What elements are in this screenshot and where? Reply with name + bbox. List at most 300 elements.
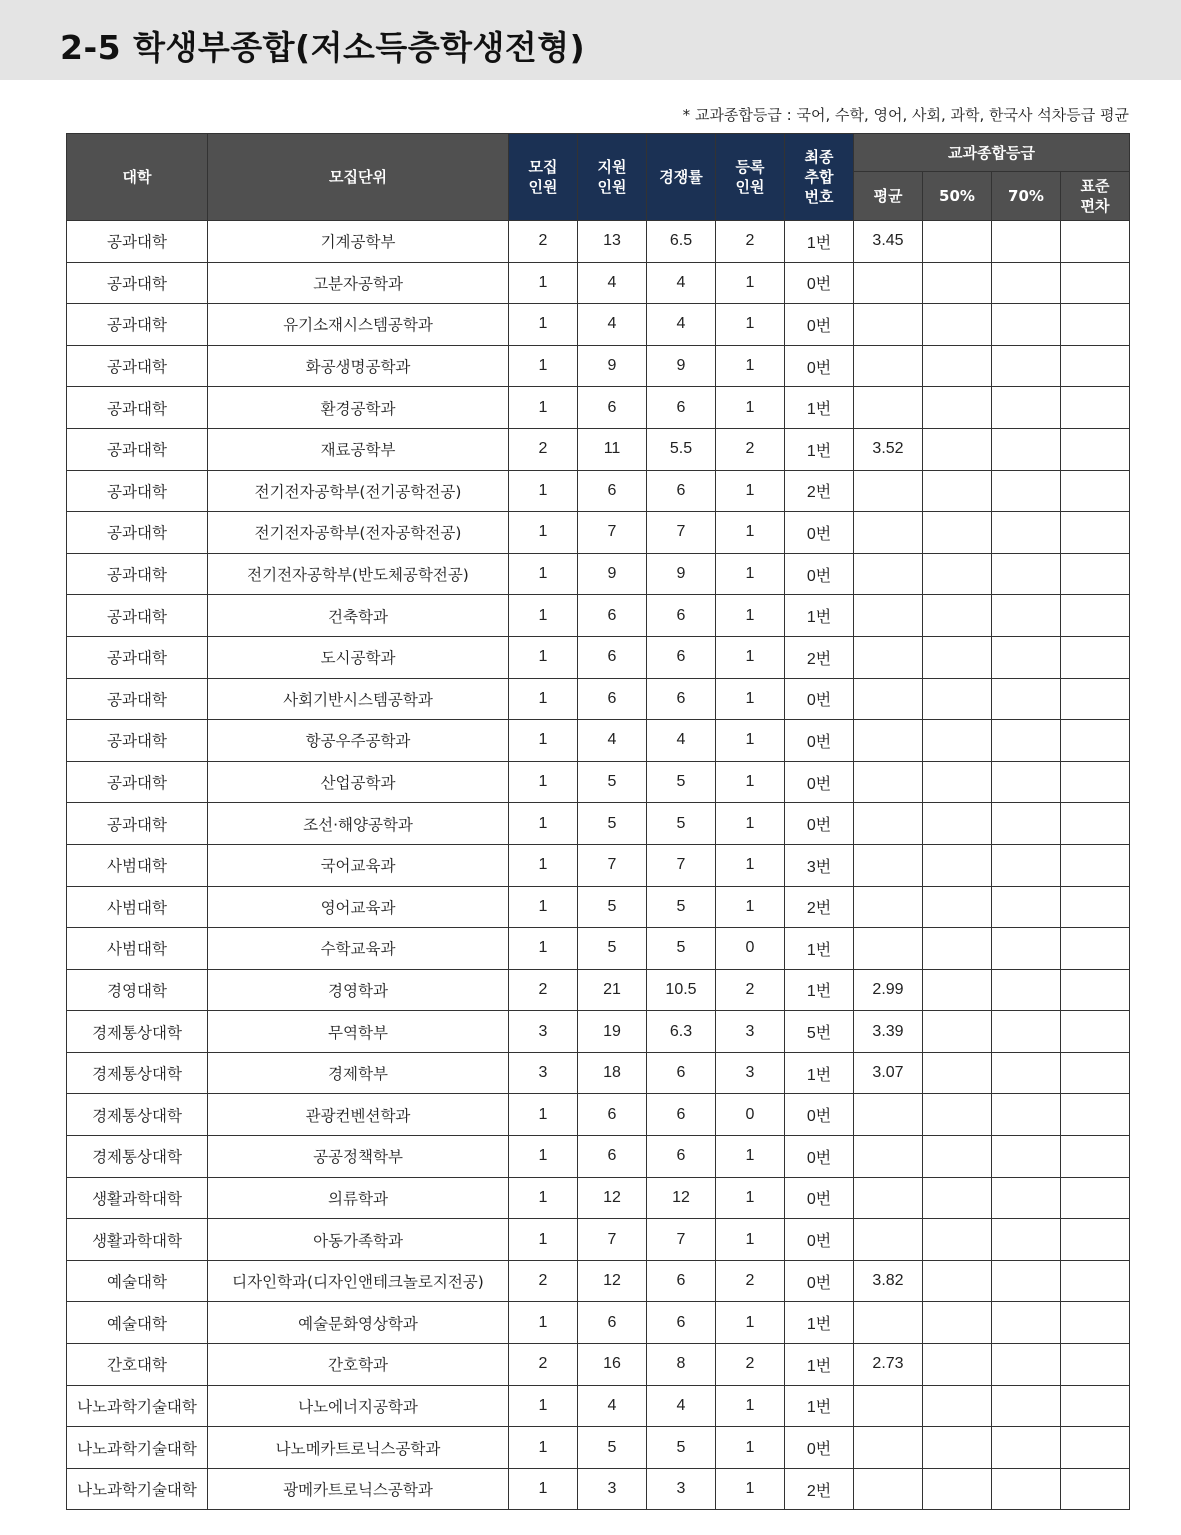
cell-apply: 9	[578, 345, 647, 387]
cell-unit: 전기전자공학부(반도체공학전공)	[208, 553, 509, 595]
cell-std	[1061, 803, 1130, 845]
cell-p50	[923, 262, 992, 304]
cell-uni: 공과대학	[67, 387, 208, 429]
cell-avg	[854, 720, 923, 762]
cell-unit: 유기소재시스템공학과	[208, 304, 509, 346]
table-row	[67, 844, 1130, 886]
cell-std	[1061, 1468, 1130, 1510]
cell-unit: 조선·해양공학과	[208, 803, 509, 845]
table-row	[67, 1052, 1130, 1094]
cell-recruit: 1	[509, 1468, 578, 1510]
cell-p70	[992, 470, 1061, 512]
cell-rate: 5	[647, 928, 716, 970]
cell-unit: 광메카트로닉스공학과	[208, 1468, 509, 1510]
cell-p70	[992, 1385, 1061, 1427]
cell-uni: 공과대학	[67, 678, 208, 720]
cell-p70	[992, 512, 1061, 554]
cell-uni: 경제통상대학	[67, 1094, 208, 1136]
cell-unit: 전기전자공학부(전기공학전공)	[208, 470, 509, 512]
cell-enroll: 0	[716, 1094, 785, 1136]
cell-rate: 6	[647, 1260, 716, 1302]
cell-final: 0번	[785, 803, 854, 845]
table-row	[67, 387, 1130, 429]
cell-enroll: 1	[716, 720, 785, 762]
cell-enroll: 1	[716, 387, 785, 429]
cell-uni: 간호대학	[67, 1344, 208, 1386]
cell-recruit: 2	[509, 1260, 578, 1302]
cell-unit: 나노메카트로닉스공학과	[208, 1427, 509, 1469]
cell-rate: 6	[647, 387, 716, 429]
cell-p70	[992, 803, 1061, 845]
cell-std	[1061, 969, 1130, 1011]
cell-unit: 도시공학과	[208, 636, 509, 678]
cell-rate: 9	[647, 553, 716, 595]
cell-p70	[992, 720, 1061, 762]
cell-std	[1061, 221, 1130, 263]
cell-unit: 전기전자공학부(전자공학전공)	[208, 512, 509, 554]
cell-std	[1061, 387, 1130, 429]
cell-uni: 사범대학	[67, 886, 208, 928]
cell-unit: 디자인학과(디자인앤테크놀로지전공)	[208, 1260, 509, 1302]
cell-apply: 5	[578, 1427, 647, 1469]
cell-avg	[854, 387, 923, 429]
cell-apply: 5	[578, 803, 647, 845]
cell-enroll: 1	[716, 304, 785, 346]
cell-recruit: 1	[509, 928, 578, 970]
cell-uni: 예술대학	[67, 1302, 208, 1344]
cell-rate: 3	[647, 1468, 716, 1510]
cell-p70	[992, 636, 1061, 678]
cell-p70	[992, 1427, 1061, 1469]
cell-std	[1061, 761, 1130, 803]
cell-enroll: 1	[716, 844, 785, 886]
cell-unit: 의류학과	[208, 1177, 509, 1219]
cell-final: 0번	[785, 1427, 854, 1469]
cell-p50	[923, 1177, 992, 1219]
cell-avg	[854, 803, 923, 845]
cell-recruit: 1	[509, 1427, 578, 1469]
cell-rate: 7	[647, 844, 716, 886]
cell-apply: 4	[578, 720, 647, 762]
table-row	[67, 221, 1130, 263]
cell-rate: 12	[647, 1177, 716, 1219]
cell-enroll: 1	[716, 512, 785, 554]
cell-unit: 관광컨벤션학과	[208, 1094, 509, 1136]
cell-apply: 6	[578, 678, 647, 720]
cell-rate: 5	[647, 761, 716, 803]
table-row	[67, 345, 1130, 387]
cell-recruit: 1	[509, 678, 578, 720]
cell-avg	[854, 636, 923, 678]
cell-avg	[854, 595, 923, 637]
cell-uni: 공과대학	[67, 553, 208, 595]
cell-apply: 12	[578, 1177, 647, 1219]
cell-p70	[992, 678, 1061, 720]
cell-final: 0번	[785, 304, 854, 346]
cell-enroll: 3	[716, 1052, 785, 1094]
cell-final: 1번	[785, 595, 854, 637]
cell-p50	[923, 470, 992, 512]
cell-avg	[854, 1094, 923, 1136]
cell-unit: 고분자공학과	[208, 262, 509, 304]
cell-std	[1061, 928, 1130, 970]
cell-std	[1061, 1260, 1130, 1302]
cell-unit: 환경공학과	[208, 387, 509, 429]
cell-recruit: 1	[509, 886, 578, 928]
cell-p70	[992, 1011, 1061, 1053]
cell-enroll: 1	[716, 1302, 785, 1344]
cell-unit: 경제학부	[208, 1052, 509, 1094]
cell-std	[1061, 1052, 1130, 1094]
cell-recruit: 1	[509, 1219, 578, 1261]
cell-apply: 11	[578, 428, 647, 470]
cell-avg: 3.39	[854, 1011, 923, 1053]
cell-avg: 2.99	[854, 969, 923, 1011]
cell-enroll: 0	[716, 928, 785, 970]
table-row	[67, 678, 1130, 720]
cell-p50	[923, 221, 992, 263]
cell-p50	[923, 1260, 992, 1302]
cell-recruit: 1	[509, 345, 578, 387]
cell-avg	[854, 304, 923, 346]
cell-final: 1번	[785, 1052, 854, 1094]
cell-apply: 5	[578, 886, 647, 928]
cell-recruit: 2	[509, 221, 578, 263]
cell-final: 0번	[785, 678, 854, 720]
cell-std	[1061, 1302, 1130, 1344]
cell-p70	[992, 1094, 1061, 1136]
cell-unit: 사회기반시스템공학과	[208, 678, 509, 720]
cell-recruit: 3	[509, 1011, 578, 1053]
cell-p50	[923, 345, 992, 387]
table-row	[67, 1468, 1130, 1510]
cell-apply: 18	[578, 1052, 647, 1094]
cell-p50	[923, 803, 992, 845]
cell-std	[1061, 1011, 1130, 1053]
table-row	[67, 1219, 1130, 1261]
cell-unit: 아동가족학과	[208, 1219, 509, 1261]
cell-recruit: 2	[509, 428, 578, 470]
cell-apply: 13	[578, 221, 647, 263]
cell-unit: 산업공학과	[208, 761, 509, 803]
cell-final: 3번	[785, 844, 854, 886]
cell-enroll: 2	[716, 428, 785, 470]
cell-p70	[992, 1136, 1061, 1178]
cell-p50	[923, 1302, 992, 1344]
cell-apply: 7	[578, 1219, 647, 1261]
cell-final: 0번	[785, 1219, 854, 1261]
cell-enroll: 1	[716, 345, 785, 387]
cell-unit: 항공우주공학과	[208, 720, 509, 762]
cell-avg	[854, 1219, 923, 1261]
cell-p70	[992, 886, 1061, 928]
cell-rate: 9	[647, 345, 716, 387]
cell-p70	[992, 262, 1061, 304]
cell-p50	[923, 1136, 992, 1178]
cell-apply: 4	[578, 304, 647, 346]
cell-unit: 영어교육과	[208, 886, 509, 928]
cell-p70	[992, 1260, 1061, 1302]
cell-rate: 6	[647, 636, 716, 678]
cell-unit: 무역학부	[208, 1011, 509, 1053]
header-recruit: 모집 인원	[509, 134, 578, 221]
cell-enroll: 1	[716, 636, 785, 678]
cell-uni: 사범대학	[67, 844, 208, 886]
cell-final: 1번	[785, 1302, 854, 1344]
cell-enroll: 2	[716, 1260, 785, 1302]
cell-p70	[992, 1219, 1061, 1261]
cell-unit: 경영학과	[208, 969, 509, 1011]
table-row	[67, 1136, 1130, 1178]
cell-avg	[854, 1177, 923, 1219]
cell-enroll: 1	[716, 1427, 785, 1469]
header-grade-group: 교과종합등급	[854, 134, 1130, 172]
cell-apply: 16	[578, 1344, 647, 1386]
cell-recruit: 1	[509, 1302, 578, 1344]
cell-avg	[854, 1136, 923, 1178]
cell-avg	[854, 512, 923, 554]
cell-apply: 6	[578, 1136, 647, 1178]
cell-recruit: 1	[509, 387, 578, 429]
cell-p50	[923, 1344, 992, 1386]
cell-recruit: 1	[509, 636, 578, 678]
cell-final: 2번	[785, 636, 854, 678]
table-row	[67, 636, 1130, 678]
table-row	[67, 512, 1130, 554]
cell-std	[1061, 595, 1130, 637]
cell-final: 2번	[785, 1468, 854, 1510]
cell-rate: 6	[647, 1302, 716, 1344]
cell-std	[1061, 1219, 1130, 1261]
cell-std	[1061, 636, 1130, 678]
cell-avg	[854, 886, 923, 928]
cell-std	[1061, 678, 1130, 720]
cell-final: 2번	[785, 886, 854, 928]
header-p70: 70%	[992, 172, 1061, 221]
cell-avg	[854, 1468, 923, 1510]
cell-enroll: 1	[716, 1385, 785, 1427]
cell-uni: 생활과학대학	[67, 1219, 208, 1261]
cell-rate: 6	[647, 678, 716, 720]
cell-rate: 4	[647, 720, 716, 762]
header-rate: 경쟁률	[647, 134, 716, 221]
cell-p50	[923, 844, 992, 886]
cell-uni: 공과대학	[67, 428, 208, 470]
cell-std	[1061, 262, 1130, 304]
table-row	[67, 262, 1130, 304]
cell-uni: 공과대학	[67, 304, 208, 346]
header-avg: 평균	[854, 172, 923, 221]
cell-recruit: 1	[509, 470, 578, 512]
cell-rate: 4	[647, 1385, 716, 1427]
cell-rate: 7	[647, 512, 716, 554]
cell-p70	[992, 428, 1061, 470]
cell-avg: 3.07	[854, 1052, 923, 1094]
cell-final: 0번	[785, 1136, 854, 1178]
cell-apply: 6	[578, 595, 647, 637]
cell-std	[1061, 553, 1130, 595]
cell-final: 1번	[785, 387, 854, 429]
cell-apply: 5	[578, 928, 647, 970]
cell-p50	[923, 928, 992, 970]
cell-std	[1061, 304, 1130, 346]
table-row	[67, 1011, 1130, 1053]
cell-std	[1061, 1136, 1130, 1178]
cell-avg	[854, 262, 923, 304]
cell-avg	[854, 553, 923, 595]
cell-unit: 공공정책학부	[208, 1136, 509, 1178]
cell-apply: 6	[578, 1302, 647, 1344]
cell-avg	[854, 678, 923, 720]
cell-rate: 6	[647, 470, 716, 512]
cell-uni: 예술대학	[67, 1260, 208, 1302]
header-applicants: 지원 인원	[578, 134, 647, 221]
cell-enroll: 1	[716, 262, 785, 304]
cell-uni: 경제통상대학	[67, 1052, 208, 1094]
cell-std	[1061, 1344, 1130, 1386]
cell-p70	[992, 1052, 1061, 1094]
cell-enroll: 1	[716, 1136, 785, 1178]
table-row	[67, 1302, 1130, 1344]
cell-rate: 5	[647, 1427, 716, 1469]
cell-p50	[923, 512, 992, 554]
cell-rate: 6	[647, 1094, 716, 1136]
cell-enroll: 2	[716, 1344, 785, 1386]
cell-unit: 국어교육과	[208, 844, 509, 886]
cell-unit: 나노에너지공학과	[208, 1385, 509, 1427]
cell-avg	[854, 928, 923, 970]
cell-std	[1061, 1385, 1130, 1427]
cell-avg: 3.52	[854, 428, 923, 470]
cell-p50	[923, 761, 992, 803]
cell-final: 0번	[785, 553, 854, 595]
cell-p50	[923, 553, 992, 595]
cell-recruit: 1	[509, 1177, 578, 1219]
cell-std	[1061, 470, 1130, 512]
cell-uni: 경제통상대학	[67, 1011, 208, 1053]
cell-p50	[923, 595, 992, 637]
cell-apply: 7	[578, 512, 647, 554]
cell-recruit: 1	[509, 1385, 578, 1427]
cell-p70	[992, 1302, 1061, 1344]
cell-final: 1번	[785, 221, 854, 263]
cell-std	[1061, 345, 1130, 387]
cell-recruit: 1	[509, 720, 578, 762]
cell-p70	[992, 1468, 1061, 1510]
header-enrolled: 등록 인원	[716, 134, 785, 221]
cell-apply: 19	[578, 1011, 647, 1053]
cell-apply: 6	[578, 387, 647, 429]
table-row	[67, 304, 1130, 346]
cell-enroll: 3	[716, 1011, 785, 1053]
cell-rate: 6	[647, 1136, 716, 1178]
cell-std	[1061, 428, 1130, 470]
cell-p50	[923, 428, 992, 470]
cell-rate: 5.5	[647, 428, 716, 470]
cell-recruit: 1	[509, 553, 578, 595]
cell-avg	[854, 761, 923, 803]
cell-recruit: 1	[509, 512, 578, 554]
cell-final: 1번	[785, 1385, 854, 1427]
cell-avg	[854, 345, 923, 387]
cell-uni: 나노과학기술대학	[67, 1427, 208, 1469]
table-row	[67, 1260, 1130, 1302]
cell-p70	[992, 969, 1061, 1011]
cell-uni: 공과대학	[67, 470, 208, 512]
cell-uni: 생활과학대학	[67, 1177, 208, 1219]
cell-p50	[923, 1385, 992, 1427]
cell-final: 5번	[785, 1011, 854, 1053]
cell-unit: 건축학과	[208, 595, 509, 637]
admission-results-table	[66, 133, 1130, 1510]
cell-avg	[854, 1427, 923, 1469]
table-row	[67, 1094, 1130, 1136]
cell-p50	[923, 1052, 992, 1094]
cell-apply: 7	[578, 844, 647, 886]
cell-p50	[923, 636, 992, 678]
cell-std	[1061, 1094, 1130, 1136]
cell-p50	[923, 387, 992, 429]
cell-rate: 6	[647, 595, 716, 637]
cell-final: 1번	[785, 1344, 854, 1386]
cell-recruit: 2	[509, 969, 578, 1011]
header-final-order: 최종 추합 번호	[785, 134, 854, 221]
cell-p50	[923, 1468, 992, 1510]
cell-p70	[992, 928, 1061, 970]
cell-recruit: 1	[509, 761, 578, 803]
cell-avg: 3.45	[854, 221, 923, 263]
cell-std	[1061, 1427, 1130, 1469]
cell-rate: 5	[647, 886, 716, 928]
table-row	[67, 761, 1130, 803]
table-row	[67, 969, 1130, 1011]
cell-avg: 3.82	[854, 1260, 923, 1302]
grade-note: * 교과종합등급 : 국어, 수학, 영어, 사회, 과학, 한국사 석차등급 평균	[682, 106, 1129, 124]
cell-p70	[992, 1177, 1061, 1219]
cell-recruit: 1	[509, 1094, 578, 1136]
cell-rate: 4	[647, 304, 716, 346]
cell-apply: 6	[578, 470, 647, 512]
cell-std	[1061, 886, 1130, 928]
table-row	[67, 720, 1130, 762]
cell-unit: 화공생명공학과	[208, 345, 509, 387]
cell-enroll: 1	[716, 886, 785, 928]
cell-final: 1번	[785, 928, 854, 970]
cell-unit: 간호학과	[208, 1344, 509, 1386]
cell-avg	[854, 1385, 923, 1427]
cell-enroll: 1	[716, 595, 785, 637]
cell-uni: 공과대학	[67, 803, 208, 845]
cell-rate: 4	[647, 262, 716, 304]
cell-uni: 사범대학	[67, 928, 208, 970]
cell-std	[1061, 512, 1130, 554]
cell-recruit: 1	[509, 844, 578, 886]
cell-avg	[854, 844, 923, 886]
cell-enroll: 1	[716, 1177, 785, 1219]
cell-enroll: 2	[716, 221, 785, 263]
cell-final: 0번	[785, 1177, 854, 1219]
cell-apply: 4	[578, 1385, 647, 1427]
cell-apply: 3	[578, 1468, 647, 1510]
cell-recruit: 1	[509, 803, 578, 845]
header-unit: 모집단위	[208, 134, 509, 221]
cell-p50	[923, 1219, 992, 1261]
cell-rate: 5	[647, 803, 716, 845]
cell-uni: 공과대학	[67, 221, 208, 263]
cell-final: 0번	[785, 761, 854, 803]
cell-rate: 6.5	[647, 221, 716, 263]
cell-apply: 4	[578, 262, 647, 304]
